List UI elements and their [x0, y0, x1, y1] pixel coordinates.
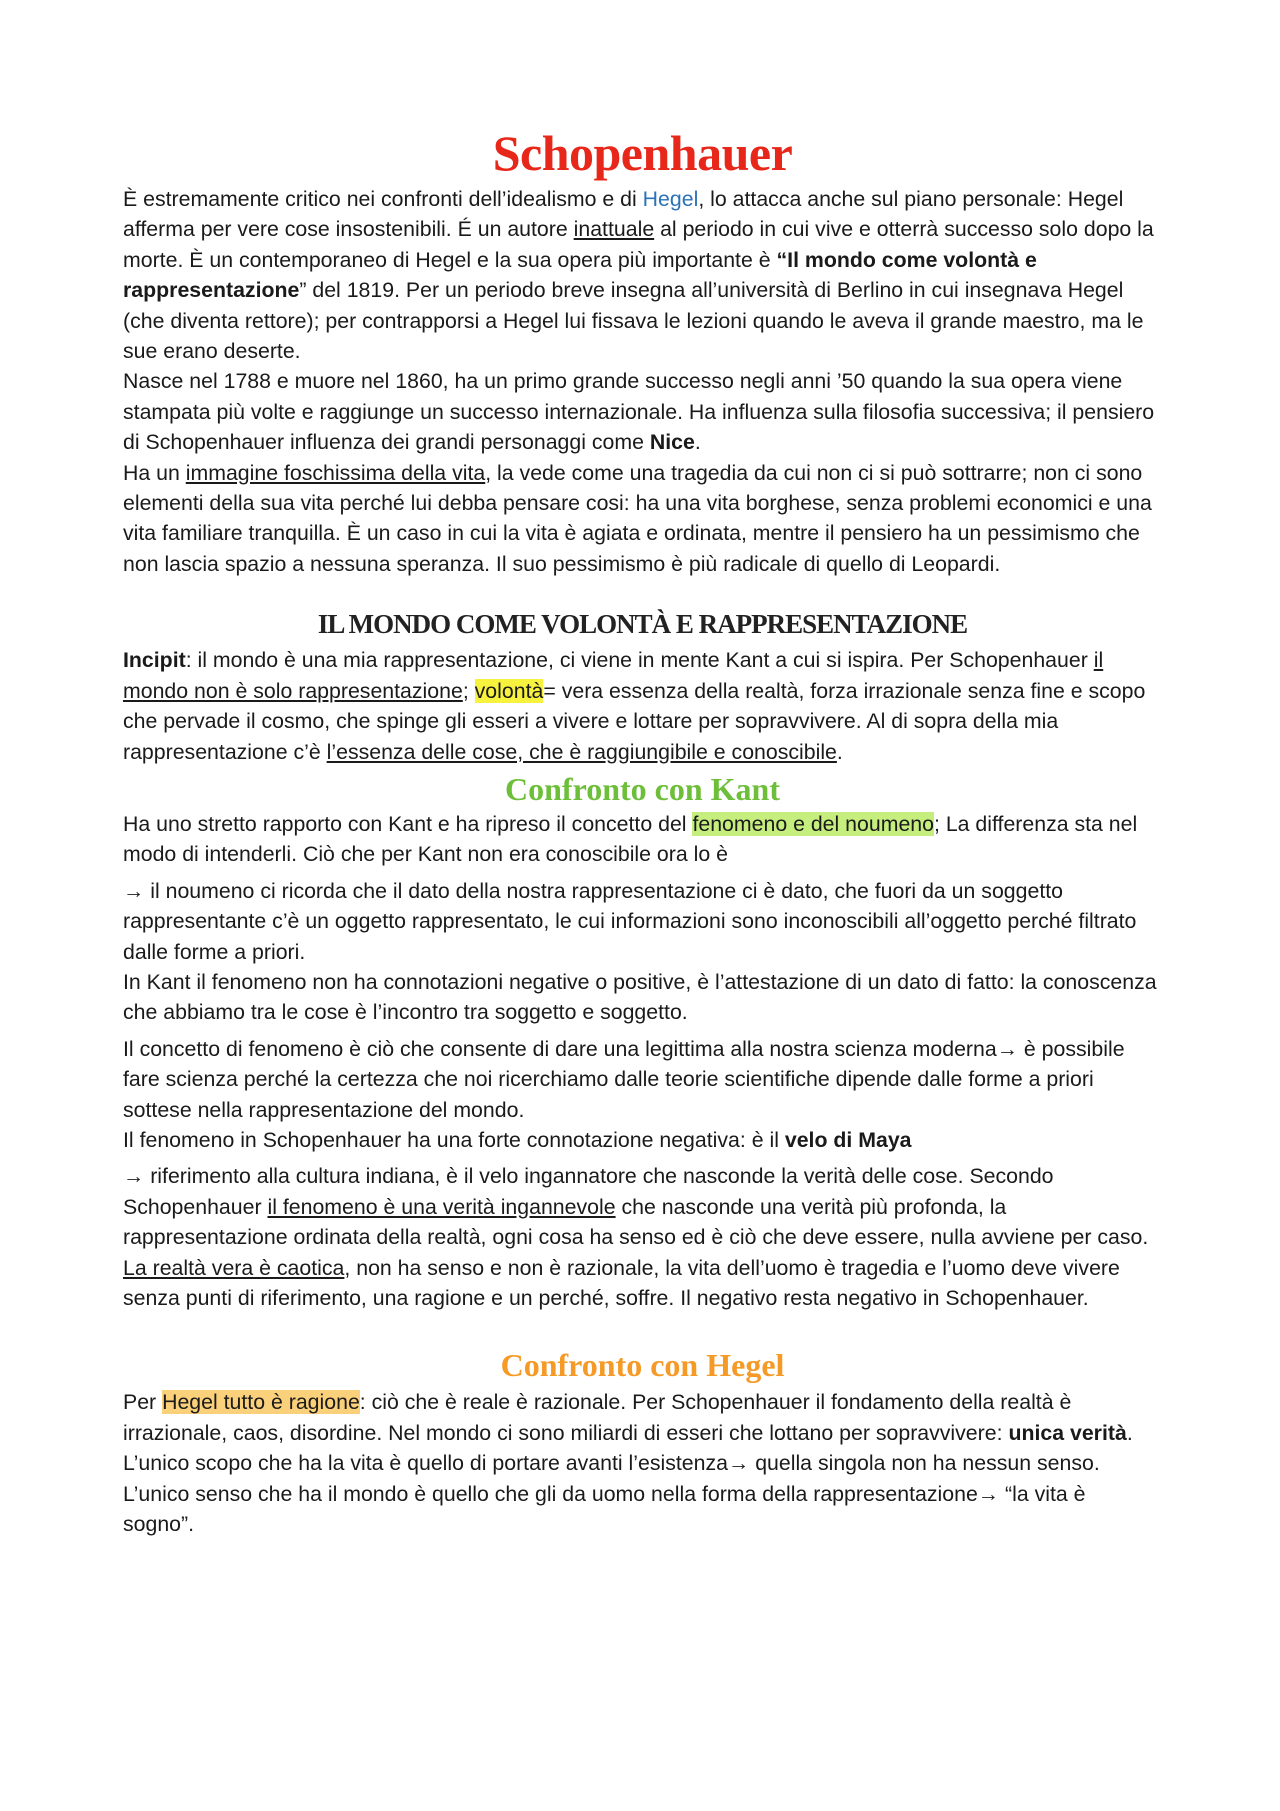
underlined-text: l’essenza delle cose, che è raggiungibile e conoscibile: [326, 739, 837, 764]
text-run: che nasconde una verità più profonda, la rappresentazione ordinata della realtà, ogni cosa ha senso ed è ciò che deve essere, nulla avviene per caso.: [123, 1194, 1149, 1250]
kant-paragraph-5: [123, 1125, 1162, 1155]
text-run: Ha un: [123, 460, 186, 485]
intro-paragraph-2: [123, 366, 1162, 457]
kant-paragraph-6: [123, 1161, 1162, 1313]
text-run: : ciò che è reale è razionale. Per Schopenhauer il fondamento della realtà è irrazionale, caos, disordine. Nel mondo ci sono miliardi di esseri che lottano per sopravvivere:: [123, 1390, 1072, 1445]
underlined-text: La realtà vera è caotica: [123, 1255, 345, 1280]
bold-nice: Nice: [649, 430, 695, 455]
text-run: ; La differenza sta nel modo di intenderli. Ciò che per Kant non era conoscibile ora lo è: [123, 811, 1138, 867]
text-run: al periodo in cui vive e otterrà successo solo dopo la morte. È un contemporaneo di Hegel e la sua opera più importante è: [123, 217, 1154, 272]
intro-paragraph-1: [123, 184, 1162, 366]
text-run: = vera essenza della realtà, forza irrazionale senza fine e scopo che pervade il cosmo, che spinge gli esseri a vivere e lottare per sopravvivere. Al di sopra della mia rappresentazione c’è: [123, 678, 1146, 764]
incipit-paragraph: [123, 645, 1162, 767]
subheading-kant: Confronto con Kant: [505, 770, 780, 807]
highlight-fenomeno-noumeno: fenomeno e del noumeno: [692, 811, 934, 836]
text-run: È estremamente critico nei confronti dell’idealismo e di: [123, 187, 643, 211]
underlined-text: il mondo non è solo rappresentazione: [123, 648, 1104, 703]
subheading-hegel: Confronto con Hegel: [500, 1347, 785, 1384]
text-run: → riferimento alla cultura indiana, è il velo ingannatore che nasconde la verità delle cose. Secondo Schopenhauer: [123, 1164, 1054, 1219]
text-run: Nasce nel 1788 e muore nel 1860, ha un primo grande successo negli anni ’50 quando la sua opera viene stampata più volte e raggiunge un successo internazionale. Ha influenza sulla filosofia successiva; il pensiero di Schopenhauer influenza dei grandi personaggi come: [123, 369, 1155, 455]
kant-paragraph-3: In Kant il fenomeno non ha connotazioni negative o positive, è l’attestazione di un dato di fatto: la conoscenza che abbiamo tra le cose è l’incontro tra soggetto e soggetto.: [123, 969, 1157, 1025]
bold-unica-verita: unica verità: [1008, 1420, 1127, 1445]
bold-incipit: Incipit: [123, 648, 186, 673]
bold-opera-title: “Il mondo come volontà e rappresentazione: [123, 247, 1037, 303]
highlight-volonta: volontà: [474, 678, 544, 703]
text-run: .: [836, 739, 843, 764]
text-run: Per: [123, 1390, 163, 1415]
hegel-link[interactable]: Hegel: [642, 187, 699, 211]
text-run: .: [694, 430, 701, 455]
text-run: : il mondo è una mia rappresentazione, ci viene in mente Kant a cui si ispira. Per Schopenhauer: [185, 648, 1094, 673]
kant-paragraph-2: → il noumeno ci ricorda che il dato della nostra rappresentazione ci è dato, che fuori da un soggetto rappresentante c’è un oggetto rappresentato, le cui informazioni sono inconoscibili all’oggetto perché filtrato dalle forme a priori.: [123, 878, 1137, 964]
section-heading-mondo: IL MONDO COME VOLONTÀ E RAPPRESENTAZIONE: [317, 609, 968, 640]
underlined-text: il fenomeno è una verità ingannevole: [267, 1194, 616, 1219]
text-run: Il fenomeno in Schopenhauer ha una forte connotazione negativa: è il: [123, 1127, 785, 1152]
highlight-hegel-ragione: Hegel tutto è ragione: [162, 1390, 360, 1415]
bold-velo-maya: velo di Maya: [784, 1127, 912, 1152]
hegel-paragraph-1: [123, 1387, 1162, 1539]
text-run: ” del 1819. Per un periodo breve insegna all’università di Berlino in cui insegnava Hegel (che diventa rettore); per contrapporsi a Hegel lui fissava le lezioni quando le aveva il grande maestro, ma le sue erano deserte.: [123, 278, 1144, 364]
text-run: . L’unico scopo che ha la vita è quello di portare avanti l’esistenza→ quella singola non ha nessun senso. L’unico senso che ha il mondo è quello che gli da uomo nella forma della rappresentazione→ “la vita è sogno”.: [123, 1420, 1133, 1537]
kant-paragraph-4: Il concetto di fenomeno è ciò che consente di dare una legittima alla nostra scienza moderna→ è possibile fare scienza perché la certezza che noi ricerchiamo dalle teorie scientifiche dipende dalle forme a priori sottese nella rappresentazione del mondo.: [123, 1036, 1125, 1122]
kant-paragraph-1: [123, 809, 1162, 870]
underlined-inattuale: inattuale: [573, 217, 655, 242]
intro-paragraph-3: [123, 458, 1162, 580]
text-run: Ha uno stretto rapporto con Kant e ha ripreso il concetto del: [123, 811, 693, 836]
text-run: ;: [462, 678, 475, 703]
text-run: , lo attacca anche sul piano personale: Hegel afferma per vere cose insostenibili. É un autore: [123, 187, 1124, 242]
text-run: , non ha senso e non è razionale, la vita dell’uomo è tragedia e l’uomo deve vivere senza punti di riferimento, una ragione e un perché, soffre. Il negativo resta negativo in Schopenhauer.: [123, 1255, 1120, 1310]
text-run: , la vede come una tragedia da cui non ci si può sottrarre; non ci sono elementi della sua vita perché lui debba pensare cosi: ha una vita borghese, senza problemi economici e una vita familiare tranquilla. È un caso in cui la vita è agiata e ordinata, mentre il pensiero ha un pessimismo che non lascia spazio a nessuna speranza. Il suo pessimismo è più radicale di quello di Leopardi.: [123, 460, 1152, 576]
underlined-immagine: immagine foschissima della vita: [185, 460, 486, 485]
page-title: Schopenhauer: [492, 125, 793, 181]
